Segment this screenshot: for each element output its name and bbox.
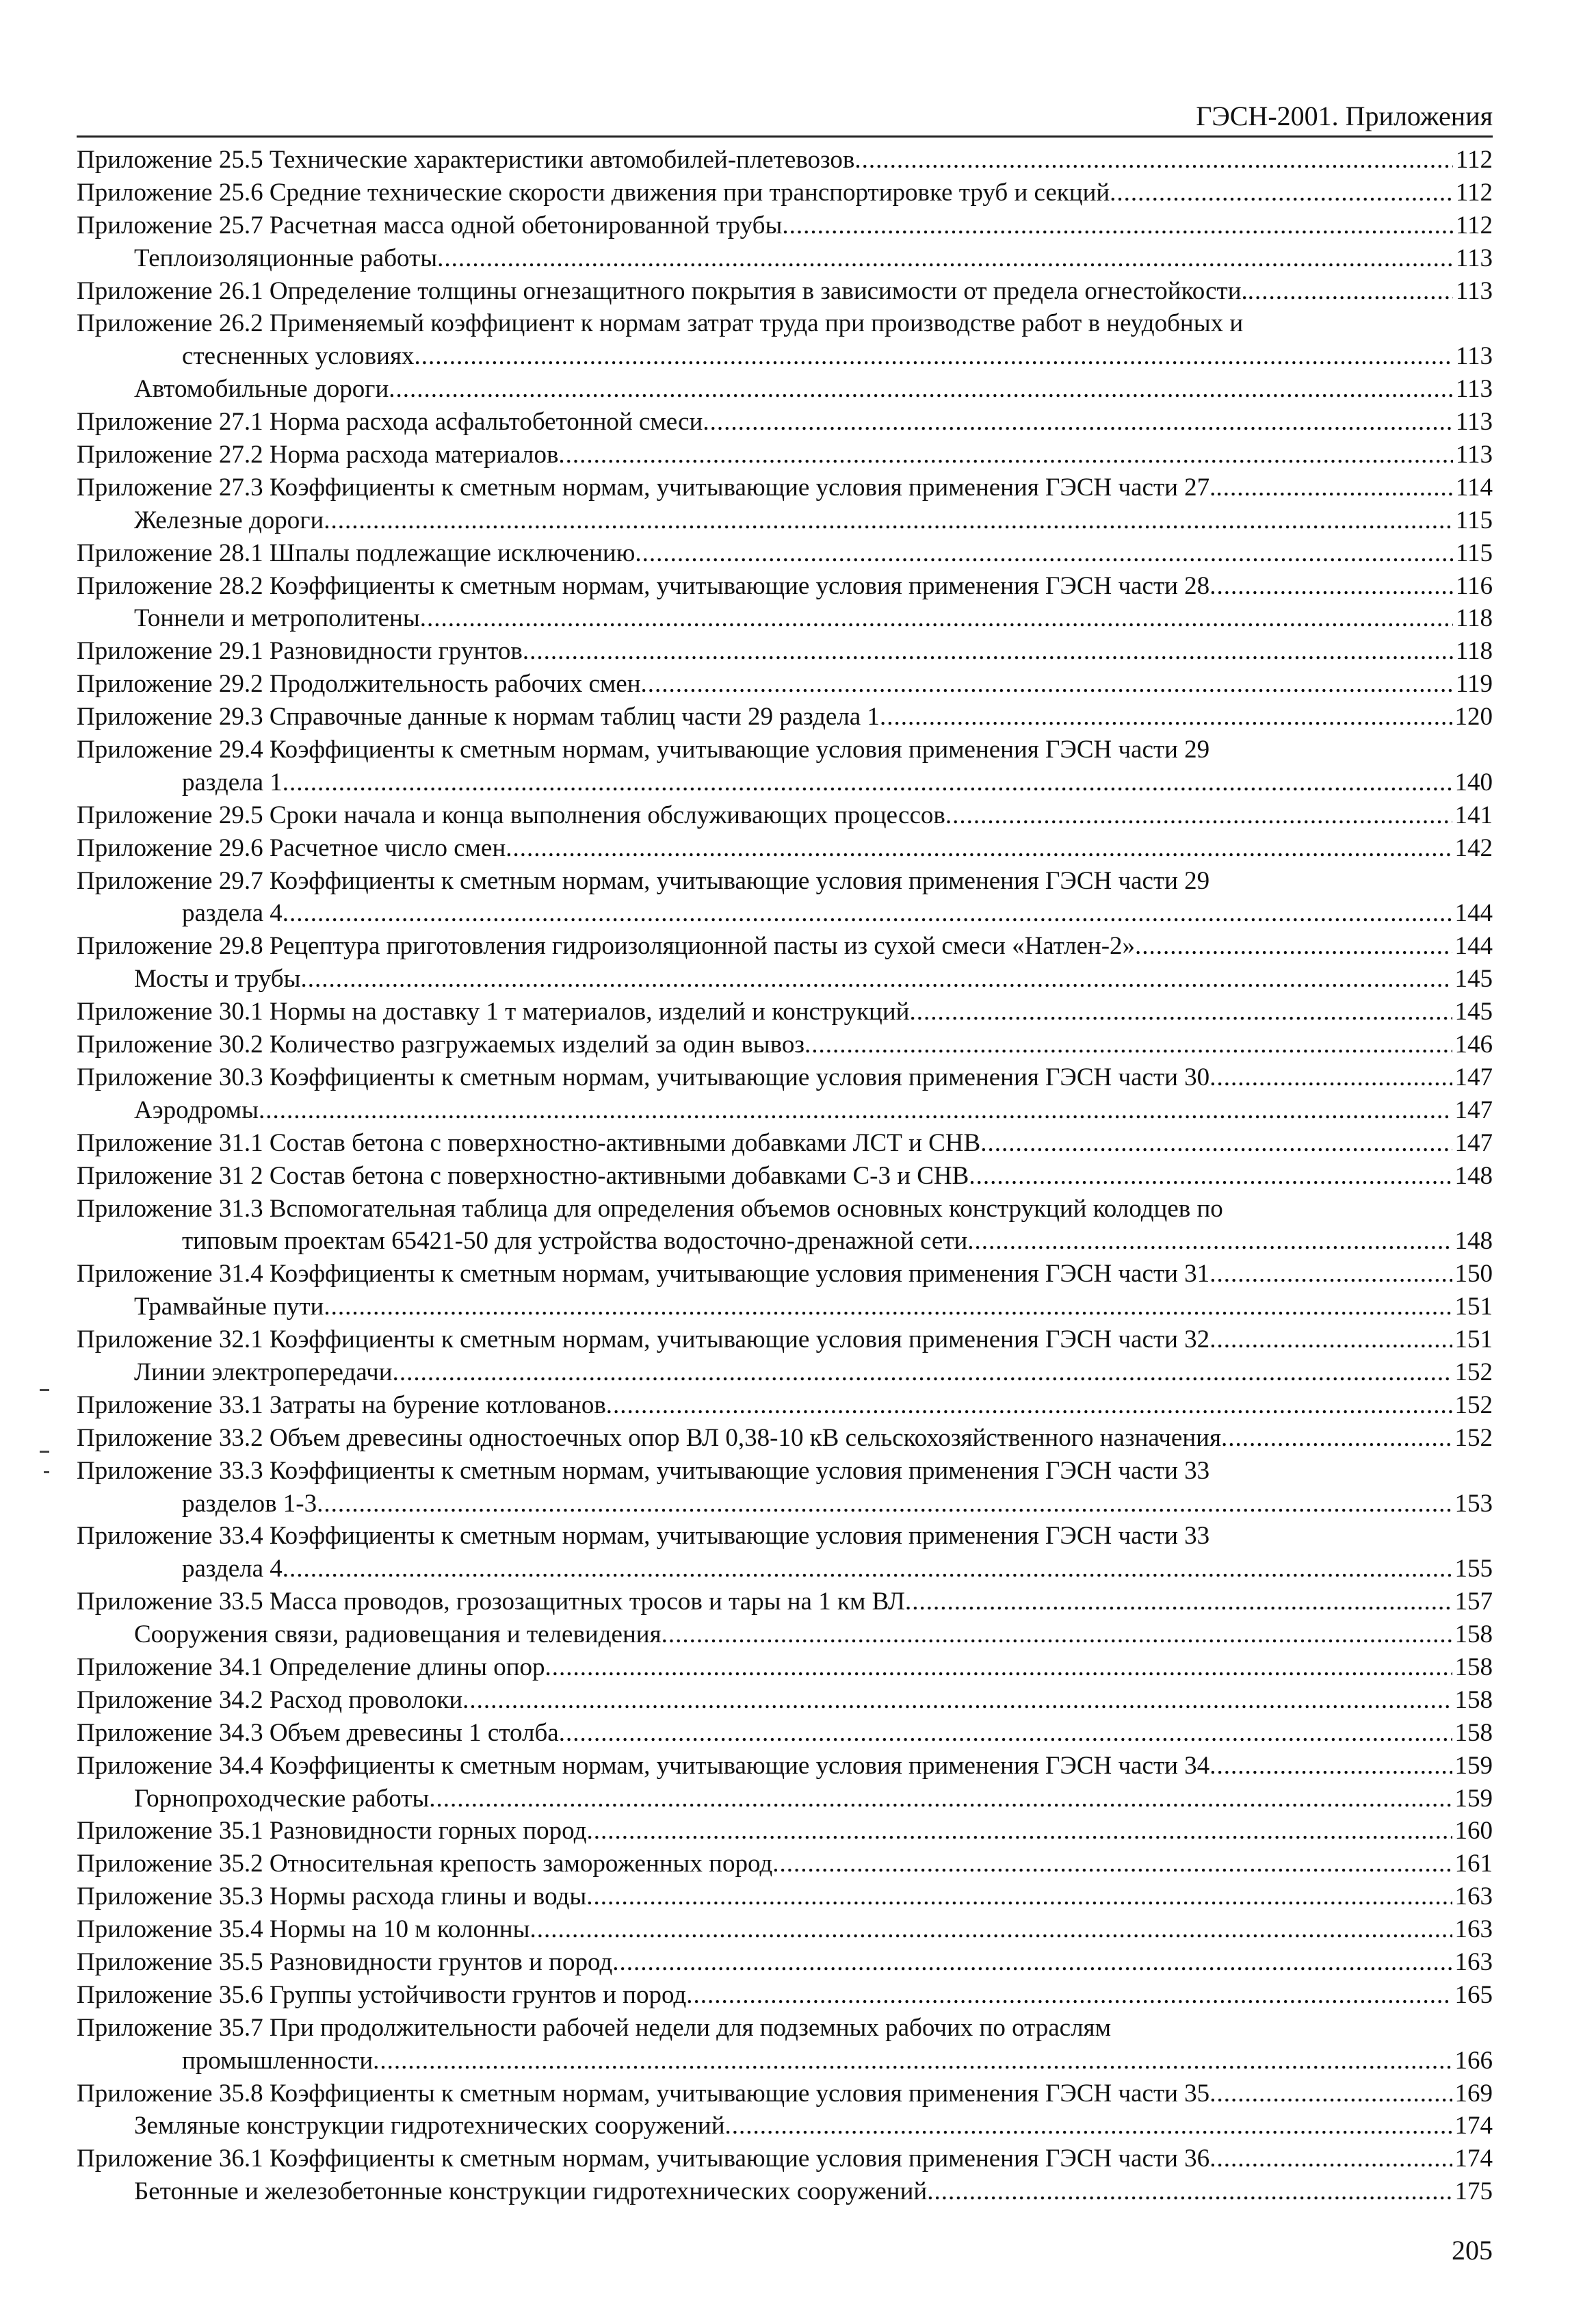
toc-entry — [77, 1783, 1493, 1815]
toc-entry — [77, 2012, 1493, 2077]
toc-entry-title: Приложение 35.8 Коэффициенты к сметным нормам, учитывающие условия применения ГЭСН части 35 — [77, 2079, 1210, 2108]
dot-leader — [1110, 177, 1453, 209]
toc-entry-line — [77, 1225, 1493, 1258]
toc-entry-line — [77, 996, 1493, 1028]
toc-entry-title: Приложение 29.1 Разновидности грунтов — [77, 637, 523, 666]
toc-section-title: Трамвайные пути — [134, 1293, 324, 1321]
toc-section-title: Земляные конструкции гидротехнических сооружений — [134, 2112, 725, 2140]
toc-entry — [77, 1160, 1493, 1193]
toc-entry-line — [77, 602, 1493, 635]
toc-entry — [77, 1520, 1493, 1585]
dot-leader — [389, 373, 1453, 406]
dot-leader — [259, 1094, 1452, 1127]
toc-entry-title: Приложение 35.6 Группы устойчивости грунтов и пород — [77, 1980, 687, 2009]
toc-entry-line — [77, 1783, 1493, 1815]
toc-entry-line — [77, 1684, 1493, 1717]
toc-page-number: 158 — [1454, 1685, 1493, 1714]
toc-entry-title: Приложение 34.4 Коэффициенты к сметным нормам, учитывающие условия применения ГЭСН части 34 — [77, 1751, 1210, 1780]
toc-section-title: Теплоизоляционные работы — [134, 244, 438, 272]
toc-entry-title: Приложение 25.5 Технические характеристики автомобилей-плетевозов — [77, 146, 855, 174]
toc-entry-line — [77, 1127, 1493, 1160]
toc-entry — [77, 242, 1493, 275]
toc-page-number: 113 — [1455, 408, 1493, 437]
toc-entry-line — [77, 1651, 1493, 1684]
toc-page-number: 118 — [1455, 637, 1493, 666]
dot-leader — [1135, 930, 1452, 963]
toc-section-title: Линии электропередачи — [134, 1358, 393, 1386]
page-number: 205 — [1452, 2235, 1493, 2266]
toc-entry-line — [77, 1488, 1493, 1520]
toc-entry — [77, 1946, 1493, 1979]
toc-entry-line — [77, 1356, 1493, 1389]
toc-entry-title-first-line: Приложение 33.3 Коэффициенты к сметным нормам, учитывающие условия применения ГЭСН части 33 — [77, 1456, 1210, 1485]
dot-leader — [506, 832, 1452, 865]
toc-page-number: 155 — [1454, 1555, 1493, 1583]
dot-leader — [1248, 275, 1453, 308]
toc-page-number: 142 — [1454, 833, 1493, 862]
dot-leader — [641, 668, 1453, 701]
toc-entry — [77, 1061, 1493, 1094]
toc-page-number: 113 — [1455, 441, 1493, 469]
toc-section-title: Тоннели и метрополитены — [134, 604, 420, 633]
dot-leader — [429, 1783, 1452, 1815]
dot-leader — [283, 897, 1452, 930]
dot-leader — [967, 1225, 1452, 1258]
toc-entry — [77, 373, 1493, 406]
toc-page-number: 147 — [1454, 1096, 1493, 1124]
toc-entry-title: Приложение 35.1 Разновидности горных пород — [77, 1817, 587, 1845]
toc-entry-line — [77, 2142, 1493, 2175]
toc-page-number: 148 — [1454, 1161, 1493, 1190]
toc-entry-title: Приложение 25.6 Средние технические скорости движения при транспортировке труб и секций — [77, 178, 1110, 207]
toc-page-number: 151 — [1454, 1293, 1493, 1321]
toc-entry-title: Приложение 29.6 Расчетное число смен — [77, 833, 506, 862]
toc-page-number: 159 — [1454, 1751, 1493, 1780]
toc-entry — [77, 1815, 1493, 1848]
toc-page-number: 150 — [1454, 1260, 1493, 1288]
toc-entry-line — [77, 537, 1493, 570]
toc-section-title: Сооружения связи, радиовещания и телевидения — [134, 1620, 662, 1649]
dot-leader — [559, 1717, 1452, 1750]
toc-page-number: 141 — [1454, 801, 1493, 829]
toc-entry-line — [77, 373, 1493, 406]
toc-page-number: 113 — [1455, 244, 1493, 272]
toc-entry-title: Приложение 31.1 Состав бетона с поверхностно-активными добавками ЛСТ и СНВ — [77, 1128, 981, 1157]
toc-entry — [77, 1455, 1493, 1520]
toc-entry-title: Приложение 30.1 Нормы на доставку 1 т материалов, изделий и конструкций — [77, 998, 910, 1026]
toc-page-number: 147 — [1454, 1063, 1493, 1091]
toc-page-number: 165 — [1454, 1980, 1493, 2009]
toc-page-number: 140 — [1454, 768, 1493, 796]
toc-page-number: 112 — [1455, 178, 1493, 207]
toc-entry-line — [77, 2077, 1493, 2110]
toc-entry-line — [77, 570, 1493, 603]
toc-entry-line — [77, 1553, 1493, 1585]
dot-leader — [606, 1389, 1452, 1422]
toc-entry-line — [77, 1094, 1493, 1127]
toc-entry-title-first-line: Приложение 35.7 При продолжительности рабочей недели для подземных рабочих по отраслям — [77, 2013, 1111, 2042]
toc-entry-line — [77, 1389, 1493, 1422]
toc-page-number: 112 — [1455, 146, 1493, 174]
dot-leader — [523, 635, 1453, 668]
toc-entry-title: Приложение 29.3 Справочные данные к нормам таблиц части 29 раздела 1 — [77, 703, 880, 731]
toc-entry — [77, 668, 1493, 701]
toc-entry — [77, 963, 1493, 996]
dot-leader — [558, 439, 1452, 471]
toc-page-number: 115 — [1455, 539, 1493, 567]
toc-entry-line — [77, 1422, 1493, 1455]
toc-entry-line — [77, 766, 1493, 799]
toc-entry — [77, 471, 1493, 504]
dot-leader — [300, 963, 1452, 996]
toc-page-number: 163 — [1454, 1882, 1493, 1911]
toc-entry — [77, 1422, 1493, 1455]
toc-entry-line — [77, 1028, 1493, 1061]
toc-entry-title: Приложение 30.3 Коэффициенты к сметным нормам, учитывающие условия применения ГЭСН части 30 — [77, 1063, 1210, 1091]
toc-page-number: 145 — [1454, 965, 1493, 994]
dot-leader — [612, 1946, 1452, 1979]
toc-entry-line — [77, 2175, 1493, 2208]
toc-section-title: Железные дороги — [134, 506, 324, 534]
toc-entry — [77, 1651, 1493, 1684]
toc-entry — [77, 2142, 1493, 2175]
toc-page-number: 151 — [1454, 1325, 1493, 1354]
toc-entry — [77, 1750, 1493, 1783]
dot-leader — [373, 2045, 1452, 2077]
toc-entry-line — [77, 242, 1493, 275]
toc-entry-title: Приложение 31 2 Состав бетона с поверхностно-активными добавками С-3 и СНВ — [77, 1161, 969, 1190]
dot-leader — [420, 602, 1453, 635]
toc-entry — [77, 537, 1493, 570]
toc-entry-line — [77, 897, 1493, 930]
toc-entry-line — [77, 1717, 1493, 1750]
dot-leader — [782, 209, 1453, 242]
toc-page-number: 144 — [1454, 932, 1493, 961]
toc-page-number: 119 — [1455, 670, 1493, 699]
toc-entry-title: Приложение 29.8 Рецептура приготовления гидроизоляционной пасты из сухой смеси «Натлен-2» — [77, 932, 1136, 961]
toc-entry-title-first-line: Приложение 29.4 Коэффициенты к сметным нормам, учитывающие условия применения ГЭСН части 29 — [77, 736, 1210, 764]
toc-entry — [77, 177, 1493, 209]
toc-entry — [77, 1684, 1493, 1717]
toc-entry-line — [77, 144, 1493, 177]
dot-leader — [635, 537, 1453, 570]
toc-page-number: 114 — [1455, 473, 1493, 502]
toc-entry-title: Приложение 27.1 Норма расхода асфальтобетонной смеси — [77, 408, 703, 437]
toc-entry-title: Приложение 35.4 Нормы на 10 м колонны — [77, 1915, 530, 1944]
toc-page-number: 144 — [1454, 899, 1493, 928]
toc-page-number: 113 — [1455, 375, 1493, 404]
toc-entry — [77, 1717, 1493, 1750]
dot-leader — [686, 1979, 1452, 2012]
dot-leader — [283, 1553, 1452, 1585]
toc-entry-title: Приложение 26.1 Определение толщины огнезащитного покрытия в зависимости от предела огнестойкости. — [77, 276, 1248, 305]
toc-entry — [77, 734, 1493, 799]
toc-entry — [77, 1193, 1493, 1258]
margin-tick — [40, 1451, 49, 1453]
toc-entry — [77, 635, 1493, 668]
running-header — [77, 96, 1493, 138]
toc-entry-title: Приложение 29.5 Сроки начала и конца выполнения обслуживающих процессов — [77, 801, 945, 829]
toc-entry — [77, 144, 1493, 177]
toc-entry-line — [77, 340, 1493, 373]
toc-entry — [77, 1094, 1493, 1127]
toc-entry — [77, 865, 1493, 931]
dot-leader — [529, 1913, 1452, 1946]
dot-leader — [586, 1815, 1452, 1848]
toc-entry-line — [77, 1913, 1493, 1946]
toc-entry-line — [77, 1160, 1493, 1193]
toc-entry — [77, 307, 1493, 373]
dot-leader — [283, 766, 1452, 799]
toc-entry-line — [77, 1750, 1493, 1783]
dot-leader — [1209, 2142, 1452, 2175]
margin-tick — [40, 1389, 49, 1391]
toc-entry-title: Приложение 28.1 Шпалы подлежащие исключению — [77, 539, 636, 567]
toc-page-number: 160 — [1454, 1817, 1493, 1845]
toc-entry-title: Приложение 34.1 Определение длины опор — [77, 1653, 545, 1681]
toc-entry-line — [77, 209, 1493, 242]
dot-leader — [1209, 2077, 1452, 2110]
toc-entry — [77, 1585, 1493, 1618]
dot-leader — [725, 2110, 1452, 2142]
toc-entry-title: Приложение 29.2 Продолжительность рабочих смен — [77, 670, 641, 699]
toc-entry-title: Приложение 33.2 Объем древесины одностоечных опор ВЛ 0,38-10 кВ сельскохозяйственного назначения — [77, 1423, 1221, 1452]
toc-entry-title: стесненных условиях — [182, 342, 415, 371]
toc-entry-title: Приложение 27.3 Коэффициенты к сметным нормам, учитывающие условия применения ГЭСН части 27. — [77, 473, 1216, 502]
dot-leader — [703, 406, 1453, 439]
toc-entry-title: Приложение 34.2 Расход проволоки — [77, 1685, 463, 1714]
toc-section-title: Горнопроходческие работы — [134, 1784, 430, 1813]
dot-leader — [1209, 1323, 1452, 1356]
toc-entry-title: Приложение 27.2 Норма расхода материалов — [77, 441, 559, 469]
toc-page-number: 145 — [1454, 998, 1493, 1026]
toc-section-title: Мосты и трубы — [134, 965, 301, 994]
toc-entry-title: Приложение 36.1 Коэффициенты к сметным нормам, учитывающие условия применения ГЭСН части 36 — [77, 2145, 1210, 2173]
toc-entry — [77, 1356, 1493, 1389]
toc-entry-title: Приложение 35.5 Разновидности грунтов и пород — [77, 1947, 613, 1976]
toc-entry-line — [77, 1291, 1493, 1323]
toc-page-number: 158 — [1454, 1653, 1493, 1681]
toc-page-number: 116 — [1455, 571, 1493, 600]
toc-entry-line — [77, 1258, 1493, 1291]
toc-page-number: 157 — [1454, 1588, 1493, 1616]
toc-entry-title: Приложение 28.2 Коэффициенты к сметным нормам, учитывающие условия применения ГЭСН части 28 — [77, 571, 1210, 600]
toc-section-title: Бетонные и железобетонные конструкции гидротехнических сооружений — [134, 2177, 928, 2206]
toc-entry-title: промышленности — [182, 2046, 374, 2075]
toc-entry — [77, 1258, 1493, 1291]
toc-page-number: 148 — [1454, 1227, 1493, 1256]
toc-entry-title: Приложение 35.3 Нормы расхода глины и воды — [77, 1882, 587, 1911]
toc-page-number: 118 — [1455, 604, 1493, 633]
toc-entry-line — [77, 701, 1493, 734]
toc-entry-line — [77, 635, 1493, 668]
dot-leader — [324, 1291, 1452, 1323]
dot-leader — [1209, 1258, 1452, 1291]
dot-leader — [804, 1028, 1452, 1061]
toc-entry-line — [77, 471, 1493, 504]
dot-leader — [317, 1488, 1452, 1520]
toc-entry-title: раздела 1 — [182, 768, 283, 796]
toc-entry — [77, 2077, 1493, 2110]
dot-leader — [945, 799, 1452, 832]
header-title: ГЭСН-2001. Приложения — [1196, 101, 1493, 131]
toc-page-number: 146 — [1454, 1031, 1493, 1059]
toc-page-number: 158 — [1454, 1620, 1493, 1649]
toc-entry-line — [77, 1946, 1493, 1979]
toc-entry — [77, 439, 1493, 471]
toc-entry-title: Приложение 34.3 Объем древесины 1 столба — [77, 1718, 559, 1747]
toc-page-number: 153 — [1454, 1489, 1493, 1518]
toc-page-number: 174 — [1454, 2112, 1493, 2140]
toc-page-number: 159 — [1454, 1784, 1493, 1813]
toc-entry — [77, 2110, 1493, 2142]
toc-entry-title: типовым проектам 65421-50 для устройства водосточно-дренажной сети — [182, 1227, 968, 1256]
dot-leader — [905, 1585, 1452, 1618]
toc-page-number: 115 — [1455, 506, 1493, 534]
toc-entry — [77, 1389, 1493, 1422]
dot-leader — [324, 504, 1453, 537]
toc-entry — [77, 2175, 1493, 2208]
dot-leader — [1209, 1750, 1452, 1783]
dot-leader — [462, 1684, 1452, 1717]
dot-leader — [1209, 1061, 1452, 1094]
toc-entry-title-first-line: Приложение 29.7 Коэффициенты к сметным нормам, учитывающие условия применения ГЭСН части 29 — [77, 866, 1210, 895]
toc-entry — [77, 930, 1493, 963]
toc-entry-title: раздела 4 — [182, 899, 283, 928]
toc-page-number: 174 — [1454, 2145, 1493, 2173]
margin-tick — [44, 1471, 49, 1473]
toc-entry — [77, 1880, 1493, 1913]
toc-entry — [77, 570, 1493, 603]
toc-entry — [77, 799, 1493, 832]
toc-page-number: 163 — [1454, 1915, 1493, 1944]
toc-entry-line — [77, 1618, 1493, 1651]
toc-entry-line — [77, 832, 1493, 865]
toc-entry-line — [77, 930, 1493, 963]
dot-leader — [980, 1127, 1452, 1160]
toc-entry-title: Приложение 33.5 Масса проводов, грозозащитных тросов и тары на 1 км ВЛ — [77, 1588, 905, 1616]
toc-entry — [77, 602, 1493, 635]
dot-leader — [1216, 471, 1452, 504]
dot-leader — [414, 340, 1452, 373]
toc-entry — [77, 996, 1493, 1028]
toc-page-number: 147 — [1454, 1128, 1493, 1157]
toc-page-number: 163 — [1454, 1947, 1493, 1976]
toc-entry-title: раздела 4 — [182, 1555, 283, 1583]
toc-page-number: 152 — [1454, 1423, 1493, 1452]
dot-leader — [1221, 1422, 1452, 1455]
toc-entry-title-first-line: Приложение 33.4 Коэффициенты к сметным нормам, учитывающие условия применения ГЭСН части 33 — [77, 1522, 1210, 1551]
dot-leader — [854, 144, 1452, 177]
toc-page-number: 169 — [1454, 2079, 1493, 2108]
toc-entry-title-first-line: Приложение 26.2 Применяемый коэффициент к нормам затрат труда при производстве работ в неудобных и — [77, 309, 1244, 338]
toc-entry — [77, 832, 1493, 865]
toc-entry — [77, 209, 1493, 242]
toc-entry-title-first-line: Приложение 31.3 Вспомогательная таблица для определения объемов основных конструкций колодцев по — [77, 1194, 1223, 1223]
toc-entry-title: разделов 1-3 — [182, 1489, 317, 1518]
toc-entry-line — [77, 1585, 1493, 1618]
toc-page-number: 152 — [1454, 1358, 1493, 1386]
toc-entry-title: Приложение 25.7 Расчетная масса одной обетонированной трубы — [77, 211, 783, 239]
toc-entry-line — [77, 799, 1493, 832]
toc-entry-line — [77, 504, 1493, 537]
toc-entry-line — [77, 668, 1493, 701]
toc-entry-line — [77, 1323, 1493, 1356]
dot-leader — [393, 1356, 1452, 1389]
dot-leader — [927, 2175, 1452, 2208]
dot-leader — [586, 1880, 1452, 1913]
toc-entry-line — [77, 439, 1493, 471]
toc-entry-title: Приложение 35.2 Относительная крепость замороженных пород — [77, 1850, 773, 1878]
toc-entry — [77, 1323, 1493, 1356]
dot-leader — [437, 242, 1453, 275]
toc-entry-line — [77, 406, 1493, 439]
toc-entry — [77, 701, 1493, 734]
toc-entry-title: Приложение 33.1 Затраты на бурение котлованов — [77, 1390, 606, 1419]
toc-entry — [77, 1028, 1493, 1061]
toc-section-title: Аэродромы — [134, 1096, 259, 1124]
toc-page-number: 113 — [1455, 276, 1493, 305]
toc-entry-line — [77, 1815, 1493, 1848]
toc-page-number: 152 — [1454, 1390, 1493, 1419]
toc-entry-title: Приложение 32.1 Коэффициенты к сметным нормам, учитывающие условия применения ГЭСН части 32 — [77, 1325, 1210, 1354]
toc-entry — [77, 406, 1493, 439]
toc-entry — [77, 1979, 1493, 2012]
dot-leader — [662, 1618, 1452, 1651]
toc-entry-line — [77, 1880, 1493, 1913]
dot-leader — [1209, 570, 1453, 603]
dot-leader — [772, 1848, 1452, 1880]
toc-page-number: 161 — [1454, 1850, 1493, 1878]
toc-entry — [77, 275, 1493, 308]
toc-entry — [77, 1618, 1493, 1651]
toc-entry — [77, 1848, 1493, 1880]
toc-entry-line — [77, 1061, 1493, 1094]
toc-entry-title: Приложение 31.4 Коэффициенты к сметным нормам, учитывающие условия применения ГЭСН части 31 — [77, 1260, 1210, 1288]
toc-entry-line — [77, 963, 1493, 996]
toc-page-number: 120 — [1454, 703, 1493, 731]
toc-entry-line — [77, 1979, 1493, 2012]
dot-leader — [909, 996, 1452, 1028]
toc-entry — [77, 504, 1493, 537]
toc-page-number: 166 — [1454, 2046, 1493, 2075]
toc-page-number: 113 — [1455, 342, 1493, 371]
table-of-contents — [77, 144, 1493, 2208]
toc-section-title: Автомобильные дороги — [134, 375, 389, 404]
toc-page-number: 112 — [1455, 211, 1493, 239]
toc-entry — [77, 1913, 1493, 1946]
toc-entry-line — [77, 177, 1493, 209]
toc-page-number: 158 — [1454, 1718, 1493, 1747]
dot-leader — [969, 1160, 1452, 1193]
toc-entry-title: Приложение 30.2 Количество разгружаемых изделий за один вывоз — [77, 1031, 805, 1059]
toc-entry-line — [77, 275, 1493, 308]
dot-leader — [545, 1651, 1452, 1684]
toc-entry-line — [77, 2110, 1493, 2142]
toc-entry-line — [77, 2045, 1493, 2077]
toc-page-number: 175 — [1454, 2177, 1493, 2206]
toc-entry — [77, 1291, 1493, 1323]
dot-leader — [880, 701, 1452, 734]
toc-entry-line — [77, 1848, 1493, 1880]
toc-entry — [77, 1127, 1493, 1160]
